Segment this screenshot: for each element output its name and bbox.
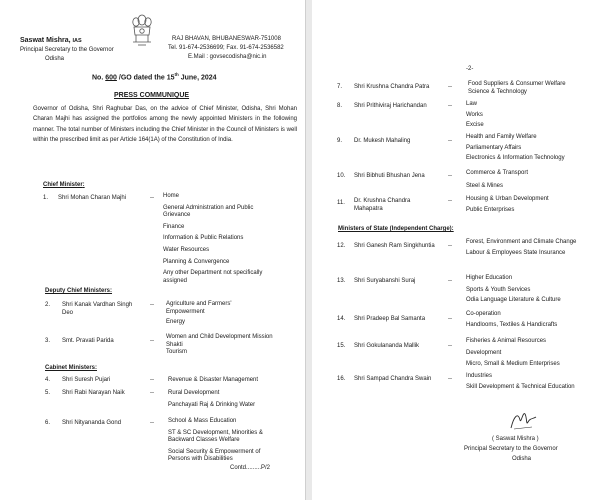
portfolio-item: Commerce & Transport: [466, 170, 529, 176]
portfolio-item: Excise: [466, 122, 484, 129]
minister-name: Shri Krushna Chandra Patra: [354, 84, 430, 90]
entry-dash: --: [448, 103, 452, 109]
officer-suffix: IAS: [72, 38, 82, 44]
reference-line: [92, 70, 217, 82]
entry-dash: --: [448, 138, 452, 144]
portfolio-item: Parliamentary Affairs: [466, 144, 522, 151]
ref-date-day: 15: [166, 74, 175, 82]
entry-number: 15.: [337, 343, 346, 349]
entry-dash: --: [448, 243, 452, 249]
entry-number: 13.: [337, 278, 346, 284]
ref-date-sup: th: [174, 72, 179, 77]
portfolio-item: Skill Development & Technical Education: [466, 383, 575, 390]
portfolio-item: Revenue & Disaster Management: [168, 377, 259, 383]
portfolio-list: [166, 301, 276, 327]
portfolio-item: Energy: [166, 319, 186, 326]
portfolio-item: Works: [466, 111, 483, 118]
portfolio-list: [168, 418, 280, 464]
portfolio-item: Industries: [466, 373, 493, 379]
portfolio-item: Science & Technology: [468, 88, 527, 95]
entry-dash: --: [448, 316, 452, 322]
letterhead-phone: Tel. 91-674-2536699; Fax. 91-674-2536582: [168, 45, 284, 51]
entry-dash: --: [150, 302, 154, 308]
minister-name: Shri Pradeep Bal Samanta: [354, 316, 426, 322]
section-heading-ministers-of-state: Ministers of State (Independent Charge):: [338, 226, 454, 232]
officer-designation: Principal Secretary to the Governor: [20, 47, 114, 53]
section-heading-cabinet-ministers: Cabinet Ministers:: [45, 365, 98, 371]
minister-name: Shri Rabi Narayan Naik: [62, 390, 125, 396]
entry-number: 6.: [45, 420, 51, 426]
entry-dash: --: [150, 195, 154, 201]
portfolio-item: ST & SC Development, Minorities & Backward Classes Welfare: [168, 429, 263, 444]
entry-number: 11.: [337, 200, 345, 206]
signature-icon: [508, 408, 538, 432]
portfolio-item: School & Mass Education: [168, 418, 237, 424]
portfolio-item: Rural Development: [168, 390, 220, 396]
entry-dash: --: [448, 198, 452, 204]
communique-body: Governor of Odisha, Shri Raghubar Das, on the advice of Chief Minister, Odisha, Shri Mohan Charan Majhi has assigned the portfolios among the newly appointed Ministers in the following manner. The total number of Ministers including the Chief Minister in the Council of Ministers is well within the prescribed limit as per Article 164(1A) of the Constitution of India.: [33, 106, 297, 144]
ref-number: 600: [105, 74, 117, 82]
portfolio-item: Information & Public Relations: [163, 235, 244, 242]
ref-date-rest: June, 2024: [180, 74, 217, 82]
minister-name: Dr. Krushna Chandra Mahapatra: [354, 198, 411, 212]
entry-dash: --: [150, 420, 154, 426]
portfolio-item: Sports & Youth Services: [466, 286, 531, 293]
portfolio-item: Agriculture and Farmers' Empowerment: [166, 301, 232, 315]
entry-number: 7.: [337, 84, 343, 90]
portfolio-item: General Administration and Public Grievance: [163, 204, 254, 219]
portfolio-item: Law: [466, 101, 478, 107]
portfolio-list: [466, 373, 576, 391]
entry-dash: --: [150, 338, 154, 344]
entry-dash: --: [448, 343, 452, 349]
portfolio-item: Handlooms, Textiles & Handicrafts: [466, 321, 558, 328]
letterhead-email: E.Mail : govsecodisha@nic.in: [188, 54, 267, 60]
portfolio-list: [466, 275, 561, 305]
portfolio-list: [466, 170, 528, 190]
portfolio-list: [466, 311, 557, 329]
portfolio-item: Fisheries & Animal Resources: [466, 338, 547, 344]
minister-name: Shri Kanak Vardhan Singh Deo: [62, 302, 133, 316]
minister-name: Shri Suryabanshi Suraj: [354, 278, 416, 284]
portfolio-item: Co-operation: [466, 311, 501, 317]
communique-title: PRESS COMMUNIQUE: [114, 92, 190, 99]
letterhead-name: Saswat Mishra, IAS: [20, 37, 82, 44]
portfolio-item: Panchayati Raj & Drinking Water: [168, 401, 256, 408]
portfolio-item: Health and Family Welfare: [466, 134, 537, 140]
portfolio-item: Higher Education: [466, 275, 513, 281]
entry-number: 5.: [45, 390, 51, 396]
portfolio-item: Finance: [163, 223, 185, 230]
portfolio-list: [466, 239, 581, 257]
portfolio-item: Forest, Environment and Climate Change: [466, 239, 577, 245]
portfolio-list: [466, 196, 549, 214]
continued-note: Contd.........P/2: [230, 465, 271, 471]
portfolio-item: Development: [466, 349, 502, 356]
portfolio-item: Women and Child Development Mission Shakti: [166, 334, 273, 348]
minister-name: Dr. Mukesh Mahaling: [354, 138, 411, 144]
portfolio-item: Labour & Employees State Insurance: [466, 249, 566, 256]
entry-dash: --: [448, 376, 452, 382]
portfolio-item: Electronics & Information Technology: [466, 155, 565, 162]
portfolio-item: Home: [163, 193, 180, 199]
minister-name: Shri Gokulananda Mallik: [354, 343, 420, 349]
minister-name: Shri Bibhuti Bhushan Jena: [354, 173, 425, 179]
officer-state: Odisha: [45, 56, 65, 62]
minister-name: Shri Ganesh Ram Singkhuntia: [354, 243, 435, 249]
page-two: [312, 0, 600, 500]
entry-dash: --: [150, 390, 154, 396]
portfolio-item: Food Suppliers & Consumer Welfare: [468, 81, 566, 87]
entry-number: 2.: [45, 302, 51, 308]
signatory-designation: Principal Secretary to the Governor: [464, 446, 558, 452]
minister-name: Shri Nityananda Gond: [62, 420, 122, 426]
signatory-state: Odisha: [512, 456, 532, 462]
ref-suffix: /GO dated the: [118, 74, 165, 82]
portfolio-item: Housing & Urban Development: [466, 196, 549, 202]
letterhead-address: RAJ BHAVAN, BHUBANESWAR-751008: [172, 36, 281, 42]
portfolio-list: [466, 134, 565, 163]
portfolio-item: Odia Language Literature & Culture: [466, 297, 561, 304]
portfolio-list: [466, 338, 560, 369]
entry-number: 12.: [337, 243, 346, 249]
entry-number: 8.: [337, 103, 343, 109]
portfolio-list: [163, 193, 281, 285]
signatory-name: ( Saswat Mishra ): [492, 436, 539, 442]
portfolio-list: [468, 81, 566, 96]
entry-number: 9.: [337, 138, 343, 144]
entry-number: 4.: [45, 377, 51, 383]
portfolio-item: Public Enterprises: [466, 206, 515, 213]
minister-name: Smt. Pravati Parida: [62, 338, 114, 344]
entry-dash: --: [448, 173, 452, 179]
portfolio-item: Water Resources: [163, 246, 210, 253]
entry-dash: --: [448, 278, 452, 284]
page-number: -2-: [466, 66, 474, 72]
portfolio-list: [168, 390, 278, 409]
section-heading-deputy-chief-ministers: Deputy Chief Ministers:: [45, 288, 113, 294]
entry-dash: --: [448, 84, 452, 90]
portfolio-list: [166, 334, 274, 357]
portfolio-list: [466, 101, 484, 130]
entry-number: 10.: [337, 173, 346, 179]
state-emblem-icon: [130, 12, 154, 50]
portfolio-item: Steel & Mines: [466, 182, 504, 189]
minister-name: Shri Suresh Pujari: [62, 377, 111, 383]
minister-name: Shri Prithiviraj Harichandan: [354, 103, 427, 109]
minister-name: Shri Mohan Charan Majhi: [58, 195, 127, 201]
portfolio-item: Planning & Convergence: [163, 258, 230, 265]
entry-number: 1.: [43, 195, 49, 201]
ref-prefix: No.: [92, 74, 104, 82]
entry-number: 16.: [337, 376, 346, 382]
portfolio-item: Any other Department not specifically assigned: [163, 270, 263, 284]
portfolio-item: Social Security & Empowerment of Persons with Disabilities: [168, 448, 261, 463]
officer-name: Saswat Mishra: [20, 37, 69, 44]
portfolio-item: Micro, Small & Medium Enterprises: [466, 361, 560, 368]
portfolio-item: Tourism: [166, 349, 188, 356]
entry-number: 14.: [337, 316, 346, 322]
section-heading-chief-minister: Chief Minister:: [43, 182, 85, 188]
entry-dash: --: [150, 377, 154, 383]
minister-name: Shri Sampad Chandra Swain: [354, 376, 432, 382]
entry-number: 3.: [45, 338, 51, 344]
